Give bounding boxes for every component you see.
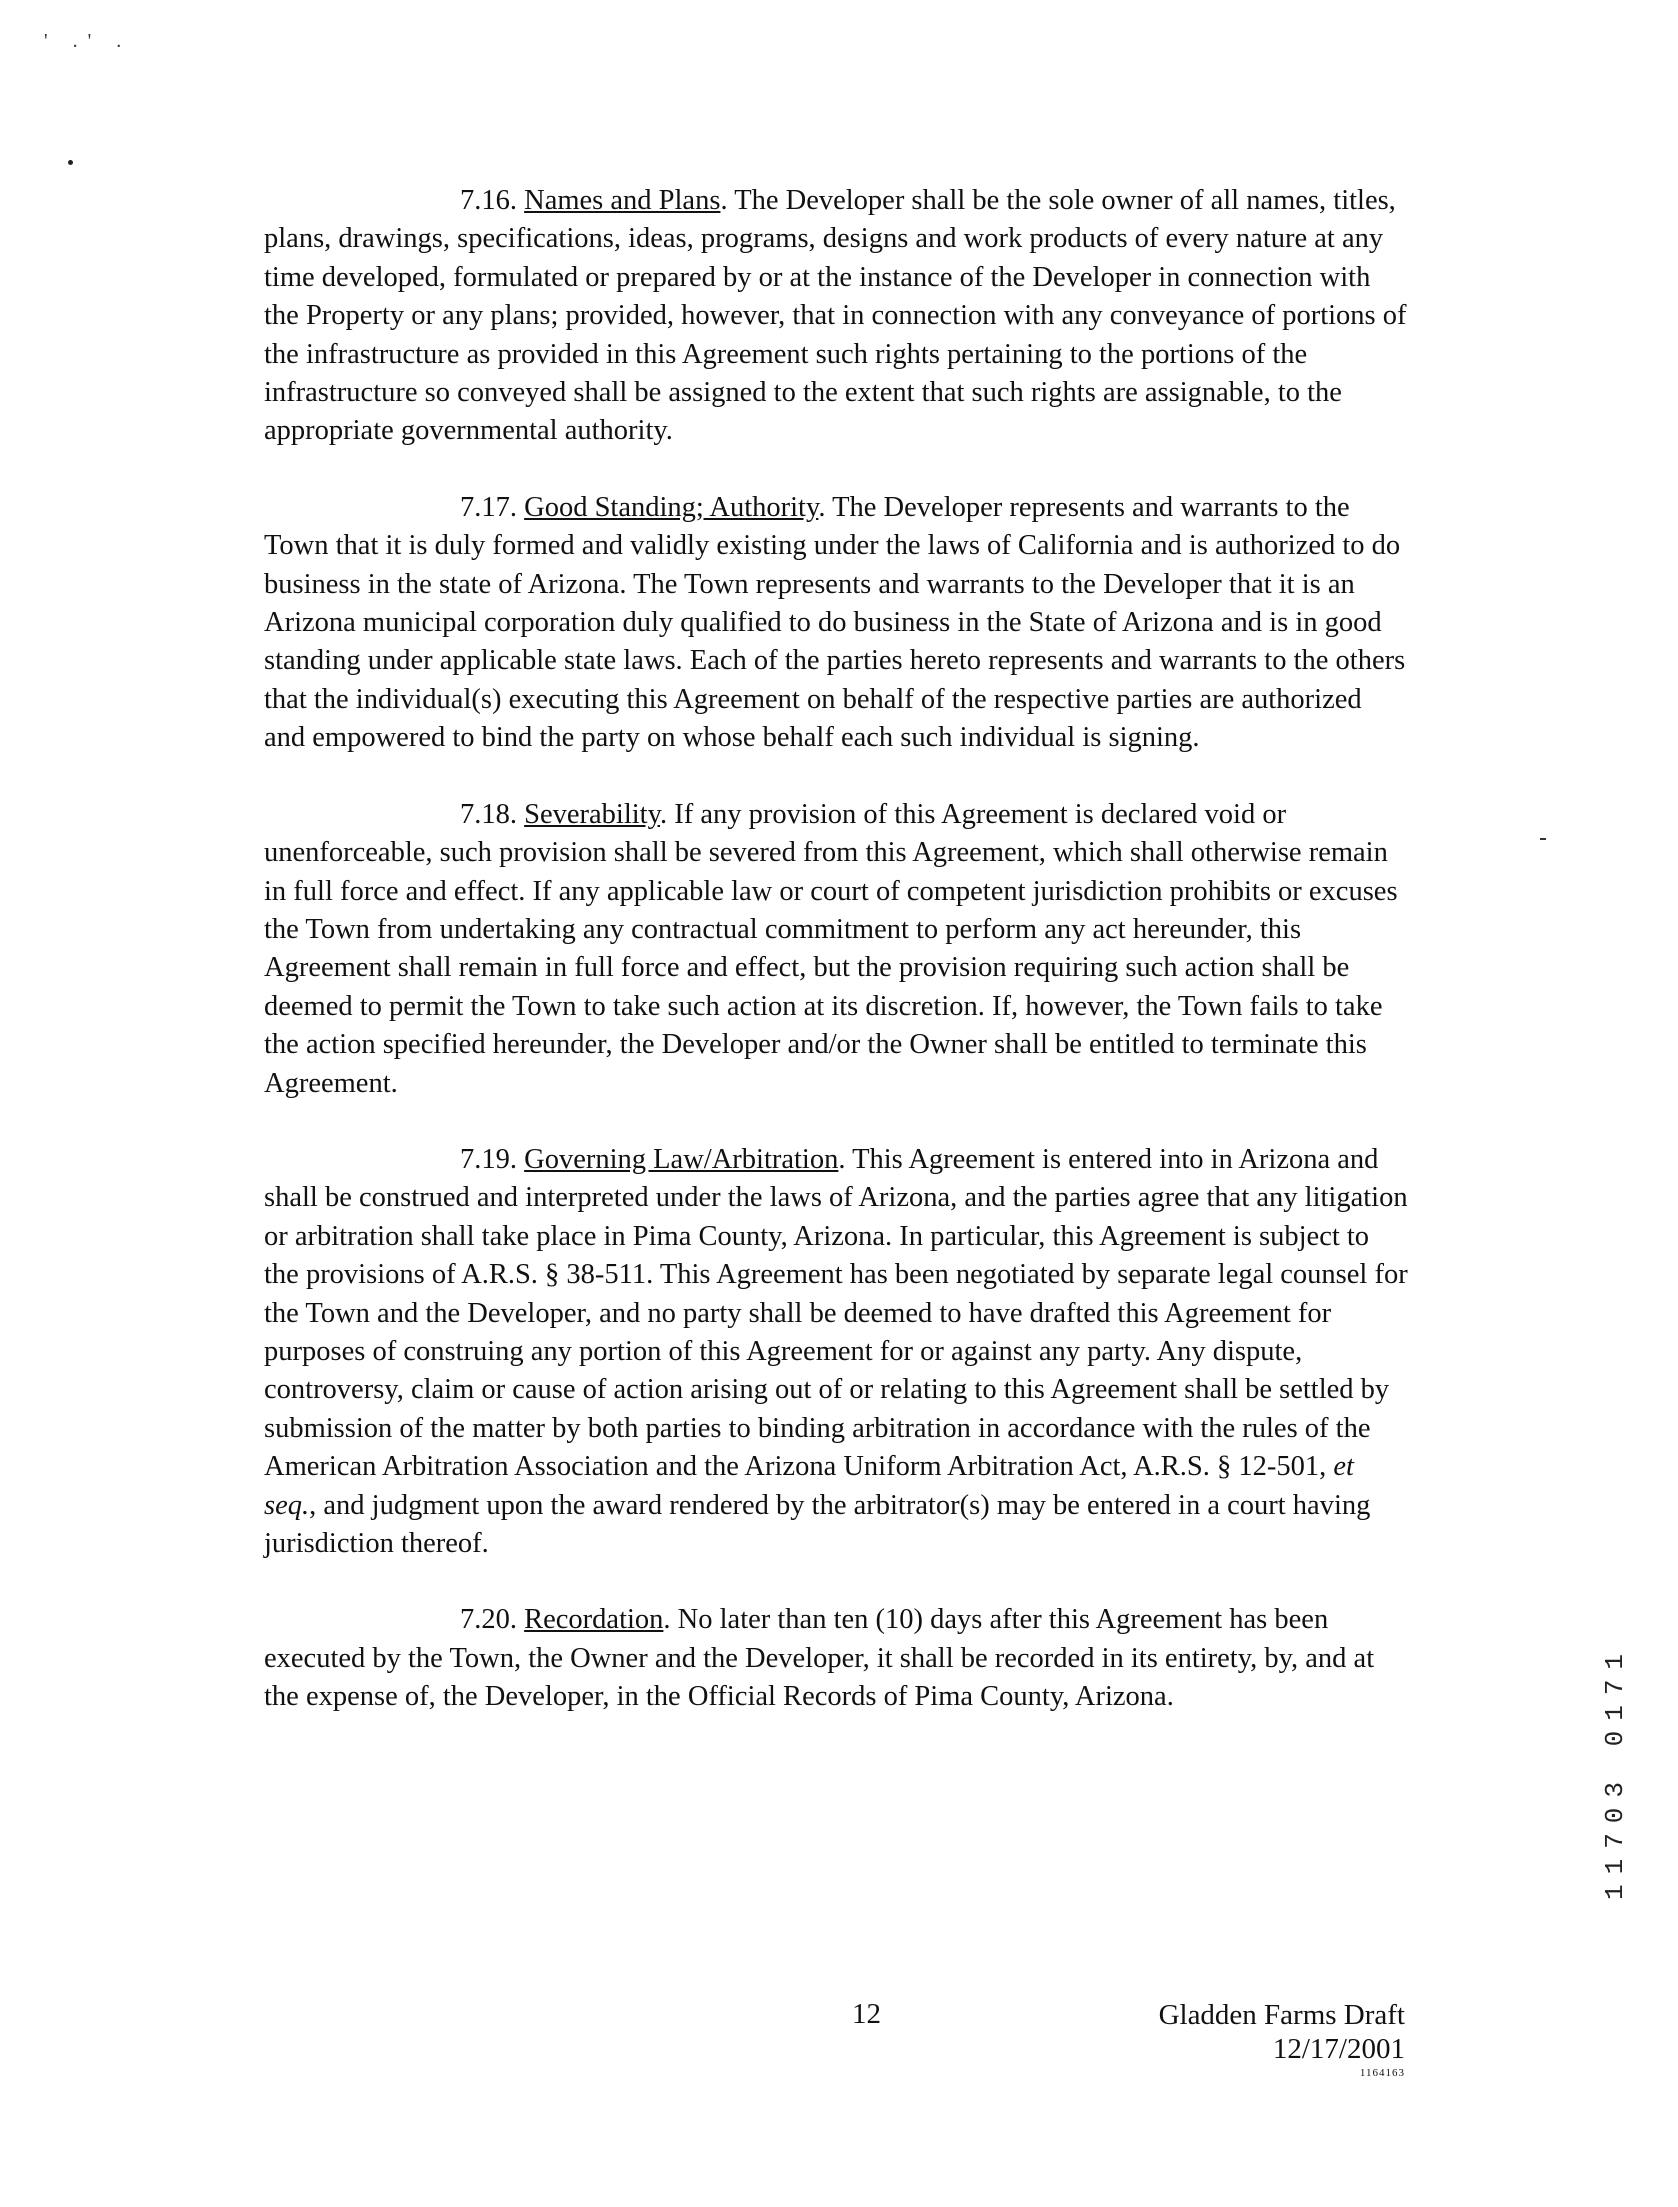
section-heading: Recordation xyxy=(524,1604,664,1636)
section-text: The Developer shall be the sole owner of all names, titles, plans, drawings, specifications, ideas, programs, designs and work products of every nature at any time developed, formulated or prepared by or at the instance of the Developer in connection with the Property or any plans; provided, however, that in connection with any conveyance of portions of the infrastructure as provided in this Agreement such rights pertaining to the portions of the infrastructure so conveyed shall be assigned to the extent that such rights are assignable, to the appropriate governmental authority. xyxy=(264,185,1407,447)
section-heading: Governing Law/Arbitration xyxy=(524,1143,839,1175)
section-7-20: 7.20. Recordation. No later than ten (10) days after this Agreement has been executed by the Town, the Owner and the Developer, it shall be recorded in its entirety, by, and at the expense of, the Developer, in the Official Records of Pima County, Arizona. xyxy=(264,1604,1375,1713)
recording-stamp xyxy=(1600,1580,1640,1900)
section-7-19: 7.19. Governing Law/Arbitration. This Agreement is entered into in Arizona and shall be construed and interpreted under the laws of Arizona, and the parties agree that any litigation or arbitration shall take place in Pima County, Arizona. In particular, this Agreement is subject to the provisions of A.R.S. § 38-511. This Agreement has been negotiated by separate legal counsel for the Town and the Developer, and no party shall be deemed to have drafted this Agreement for purposes of construing any portion of this Agreement for or against any party. Any dispute, controversy, claim or cause of action arising out of or relating to this Agreement shall be settled by submission of the matter by both parties to binding arbitration in accordance with the rules of the American Arbitration Association and the Arizona Uniform Arbitration Act, A.R.S. § 12-501, et seq., and judgment upon the award rendered by the arbitrator(s) may be entered in a court having jurisdiction thereof. xyxy=(264,1143,1408,1559)
document-number: 1164163 xyxy=(1359,2067,1405,2079)
section-text: The Developer represents and warrants to the Town that it is duly formed and validly existing under the laws of California and is authorized to do business in the state of Arizona. The Town represents and warrants to the Developer that it is an Arizona municipal corporation duly qualified to do business in the State of Arizona and is in good standing under applicable state laws. Each of the parties hereto represents and warrants to the others that the individual(s) executing this Agreement on behalf of the respective parties are authorized and empowered to bind the party on whose behalf each such individual is signing. xyxy=(264,491,1406,754)
scan-dot xyxy=(68,160,73,165)
section-number: 7.17. xyxy=(460,491,517,523)
draft-label: Gladden Farms Draft xyxy=(1158,1999,1405,2031)
section-text: If any provision of this Agreement is declared void or unenforceable, such provision shall be severed from this Agreement, which shall otherwise remain in full force and effect. If any applicable law or court of competent jurisdiction prohibits or excuses the Town from undertaking any contractual commitment to perform any act hereunder, this Agreement shall remain in full force and effect, but the provision requiring such action shall be deemed to permit the Town to take such action at its discretion. If, however, the Town fails to take the action specified hereunder, the Developer and/or the Owner shall be entitled to terminate this Agreement. xyxy=(264,798,1398,1099)
section-text: This Agreement is entered into in Arizona and shall be construed and interpreted under the laws of Arizona, and the parties agree that any litigation or arbitration shall take place in Pima County, Arizona. In particular, this Agreement is subject to the provisions of A.R.S. § 38-511. This Agreement has been negotiated by separate legal counsel for the Town and the Developer, and no party shall be deemed to have drafted this Agreement for purposes of construing any portion of this Agreement for or against any party. Any dispute, controversy, claim or cause of action arising out of or relating to this Agreement shall be settled by submission of the matter by both parties to binding arbitration in accordance with the rules of the American Arbitration Association and the Arizona Uniform Arbitration Act, A.R.S. § 12-501, xyxy=(264,1143,1408,1483)
section-text-italic: et seq. xyxy=(264,1451,1354,1521)
draft-date: 12/17/2001 xyxy=(1272,2033,1405,2065)
draft-footer xyxy=(1159,1998,1405,2080)
page-number: 12 xyxy=(852,1998,881,2030)
section-text: No later than ten (10) days after this Agreement has been executed by the Town, the Owner and the Developer, it shall be recorded in its entirety, by, and at the expense of, the Developer, in the Official Records of Pima County, Arizona. xyxy=(264,1604,1375,1713)
document-body xyxy=(264,182,1408,1755)
recording-stamp-text: 11703 0171 xyxy=(1600,1643,1630,1900)
section-7-16: 7.16. Names and Plans. The Developer shall be the sole owner of all names, titles, plans, drawings, specifications, ideas, programs, designs and work products of every nature at any time developed, formulated or prepared by or at the instance of the Developer in connection with the Property or any plans; provided, however, that in connection with any conveyance of portions of the infrastructure as provided in this Agreement such rights pertaining to the portions of the infrastructure so conveyed shall be assigned to the extent that such rights are assignable, to the appropriate governmental authority. xyxy=(264,185,1407,447)
section-heading: Severability xyxy=(524,798,660,830)
section-7-17: 7.17. Good Standing; Authority. The Developer represents and warrants to the Town that it is duly formed and validly existing under the laws of California and is authorized to do business in the state of Arizona. The Town represents and warrants to the Developer that it is an Arizona municipal corporation duly qualified to do business in the State of Arizona and is in good standing under applicable state laws. Each of the parties hereto represents and warrants to the others that the individual(s) executing this Agreement on behalf of the respective parties are authorized and empowered to bind the party on whose behalf each such individual is signing. xyxy=(264,491,1406,754)
scan-specks: ' .' . xyxy=(44,30,132,52)
section-number: 7.16. xyxy=(460,185,517,216)
scan-mark xyxy=(1540,838,1546,840)
section-heading: Good Standing; Authority xyxy=(524,491,819,523)
section-7-18: 7.18. Severability. If any provision of this Agreement is declared void or unenforceable, such provision shall be severed from this Agreement, which shall otherwise remain in full force and effect. If any applicable law or court of competent jurisdiction prohibits or excuses the Town from undertaking any contractual commitment to perform any act hereunder, this Agreement shall remain in full force and effect, but the provision requiring such action shall be deemed to permit the Town to take such action at its discretion. If, however, the Town fails to take the action specified hereunder, the Developer and/or the Owner shall be entitled to terminate this Agreement. xyxy=(264,798,1398,1099)
section-text: , and judgment upon the award rendered by the arbitrator(s) may be entered in a court having jurisdiction thereof. xyxy=(264,1489,1371,1559)
section-number: 7.19. xyxy=(460,1143,517,1175)
section-heading: Names and Plans xyxy=(524,185,721,216)
section-number: 7.20. xyxy=(460,1604,517,1636)
section-number: 7.18. xyxy=(460,798,517,830)
